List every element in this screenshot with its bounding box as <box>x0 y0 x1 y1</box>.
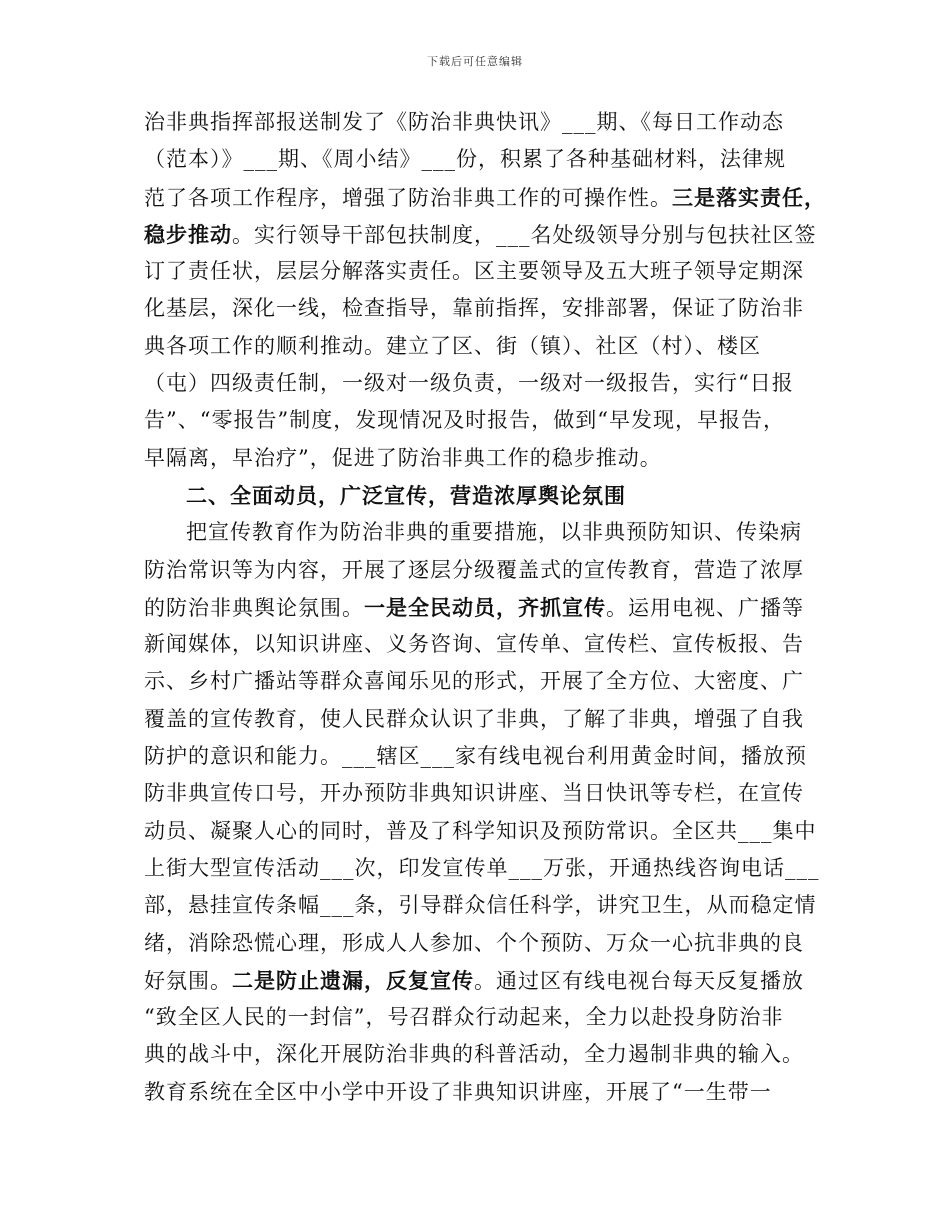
text-segment: 防护的意识和能力。___辖区___家有线电视台利用黄金时间，播放预 <box>144 744 807 769</box>
text-segment: 上街大型宣传活动___次，印发宣传单___万张，开通热线咨询电话___ <box>144 855 820 880</box>
text-segment: 治非典指挥部报送制发了《防治非典快讯》___期、《每日工作动态 <box>144 110 784 134</box>
text-line <box>144 962 824 999</box>
bold-text-segment: 一是全民动员，齐抓宣传 <box>364 594 606 620</box>
bold-text-segment: 二、全面动员，广泛宣传，营造浓厚舆论氛围 <box>186 482 626 508</box>
text-segment: （屯）四级责任制，一级对一级负责，一级对一级报告，实行“日报 <box>144 371 794 396</box>
text-segment: 。通过区有线电视台每天反复播放 <box>474 968 804 993</box>
text-segment: （范本）》___期、《周小结》___份，积累了各种基础材料，法律规 <box>144 147 786 172</box>
text-line <box>144 477 824 514</box>
text-line <box>144 514 824 551</box>
text-segment: 订了责任状，层层分解落实责任。区主要领导及五大班子领导定期深 <box>144 259 804 284</box>
text-line <box>144 141 824 178</box>
text-segment: 典各项工作的顺利推动。建立了区、街（镇）、社区（村）、楼区 <box>144 333 761 358</box>
text-line <box>144 663 824 700</box>
document-body <box>144 104 824 1111</box>
text-line <box>144 402 824 439</box>
bold-text-segment: 二是防止遗漏，反复宣传 <box>232 967 474 993</box>
text-segment: 范了各项工作程序，增强了防治非典工作的可操作性。 <box>144 185 672 210</box>
bold-text-segment: 稳步推动 <box>144 221 232 247</box>
text-line <box>144 290 824 327</box>
text-line <box>144 1036 824 1073</box>
text-segment: 告”、“零报告”制度，发现情况及时报告，做到“早发现，早报告， <box>144 408 785 433</box>
text-line <box>144 850 824 887</box>
text-line <box>144 701 824 738</box>
text-line <box>144 626 824 663</box>
text-line <box>144 925 824 962</box>
text-segment: 早隔离，早治疗”，促进了防治非典工作的稳步推动。 <box>144 445 662 470</box>
text-segment: 绪，消除恐慌心理，形成人人参加、个个预防、万众一心抗非典的良 <box>144 930 804 955</box>
text-line <box>144 104 824 141</box>
text-line <box>144 440 824 477</box>
text-segment: 把宣传教育作为防治非典的重要措施，以非典预防知识、传染病 <box>186 520 802 545</box>
text-line <box>144 999 824 1036</box>
text-line <box>144 589 824 626</box>
bold-text-segment: 三是落实责任， <box>672 184 826 210</box>
text-segment: 部，悬挂宣传条幅___条，引导群众信任科学，讲究卫生，从而稳定情 <box>144 893 817 918</box>
text-segment: 教育系统在全区中小学中开设了非典知识讲座，开展了“一生带一 <box>144 1079 772 1104</box>
text-line <box>144 813 824 850</box>
text-segment: 典的战斗中，深化开展防治非典的科普活动，全力遏制非典的输入。 <box>144 1042 804 1067</box>
text-segment: 。实行领导干部包扶制度，___名处级领导分别与包扶社区签 <box>232 222 817 247</box>
text-line <box>144 738 824 775</box>
text-segment: 化基层，深化一线，检查指导，靠前指挥，安排部署，保证了防治非 <box>144 296 804 321</box>
text-line <box>144 552 824 589</box>
text-segment: 。运用电视、广播等 <box>606 595 804 620</box>
text-segment: 防治常识等为内容，开展了逐层分级覆盖式的宣传教育，营造了浓厚 <box>144 557 804 582</box>
text-segment: 覆盖的宣传教育，使人民群众认识了非典，了解了非典，增强了自我 <box>144 706 804 731</box>
text-line <box>144 179 824 216</box>
text-line <box>144 1074 824 1111</box>
page-header-note: 下载后可任意编辑 <box>427 55 523 68</box>
text-segment: 防非典宣传口号，开办预防非典知识讲座、当日快讯等专栏，在宣传 <box>144 781 804 806</box>
text-segment: 示、乡村广播站等群众喜闻乐见的形式，开展了全方位、大密度、广 <box>144 669 804 694</box>
text-line <box>144 328 824 365</box>
text-line <box>144 253 824 290</box>
text-segment: 新闻媒体，以知识讲座、义务咨询、宣传单、宣传栏、宣传板报、告 <box>144 632 804 657</box>
text-segment: 动员、凝聚人心的同时，普及了科学知识及预防常识。全区共___集中 <box>144 818 817 843</box>
text-line <box>144 365 824 402</box>
text-segment: 的防治非典舆论氛围。 <box>144 595 364 620</box>
text-line <box>144 216 824 253</box>
text-line <box>144 887 824 924</box>
text-line <box>144 775 824 812</box>
text-segment: “致全区人民的一封信”，号召群众行动起来，全力以赴投身防治非 <box>144 1005 784 1030</box>
text-segment: 好氛围。 <box>144 968 232 993</box>
